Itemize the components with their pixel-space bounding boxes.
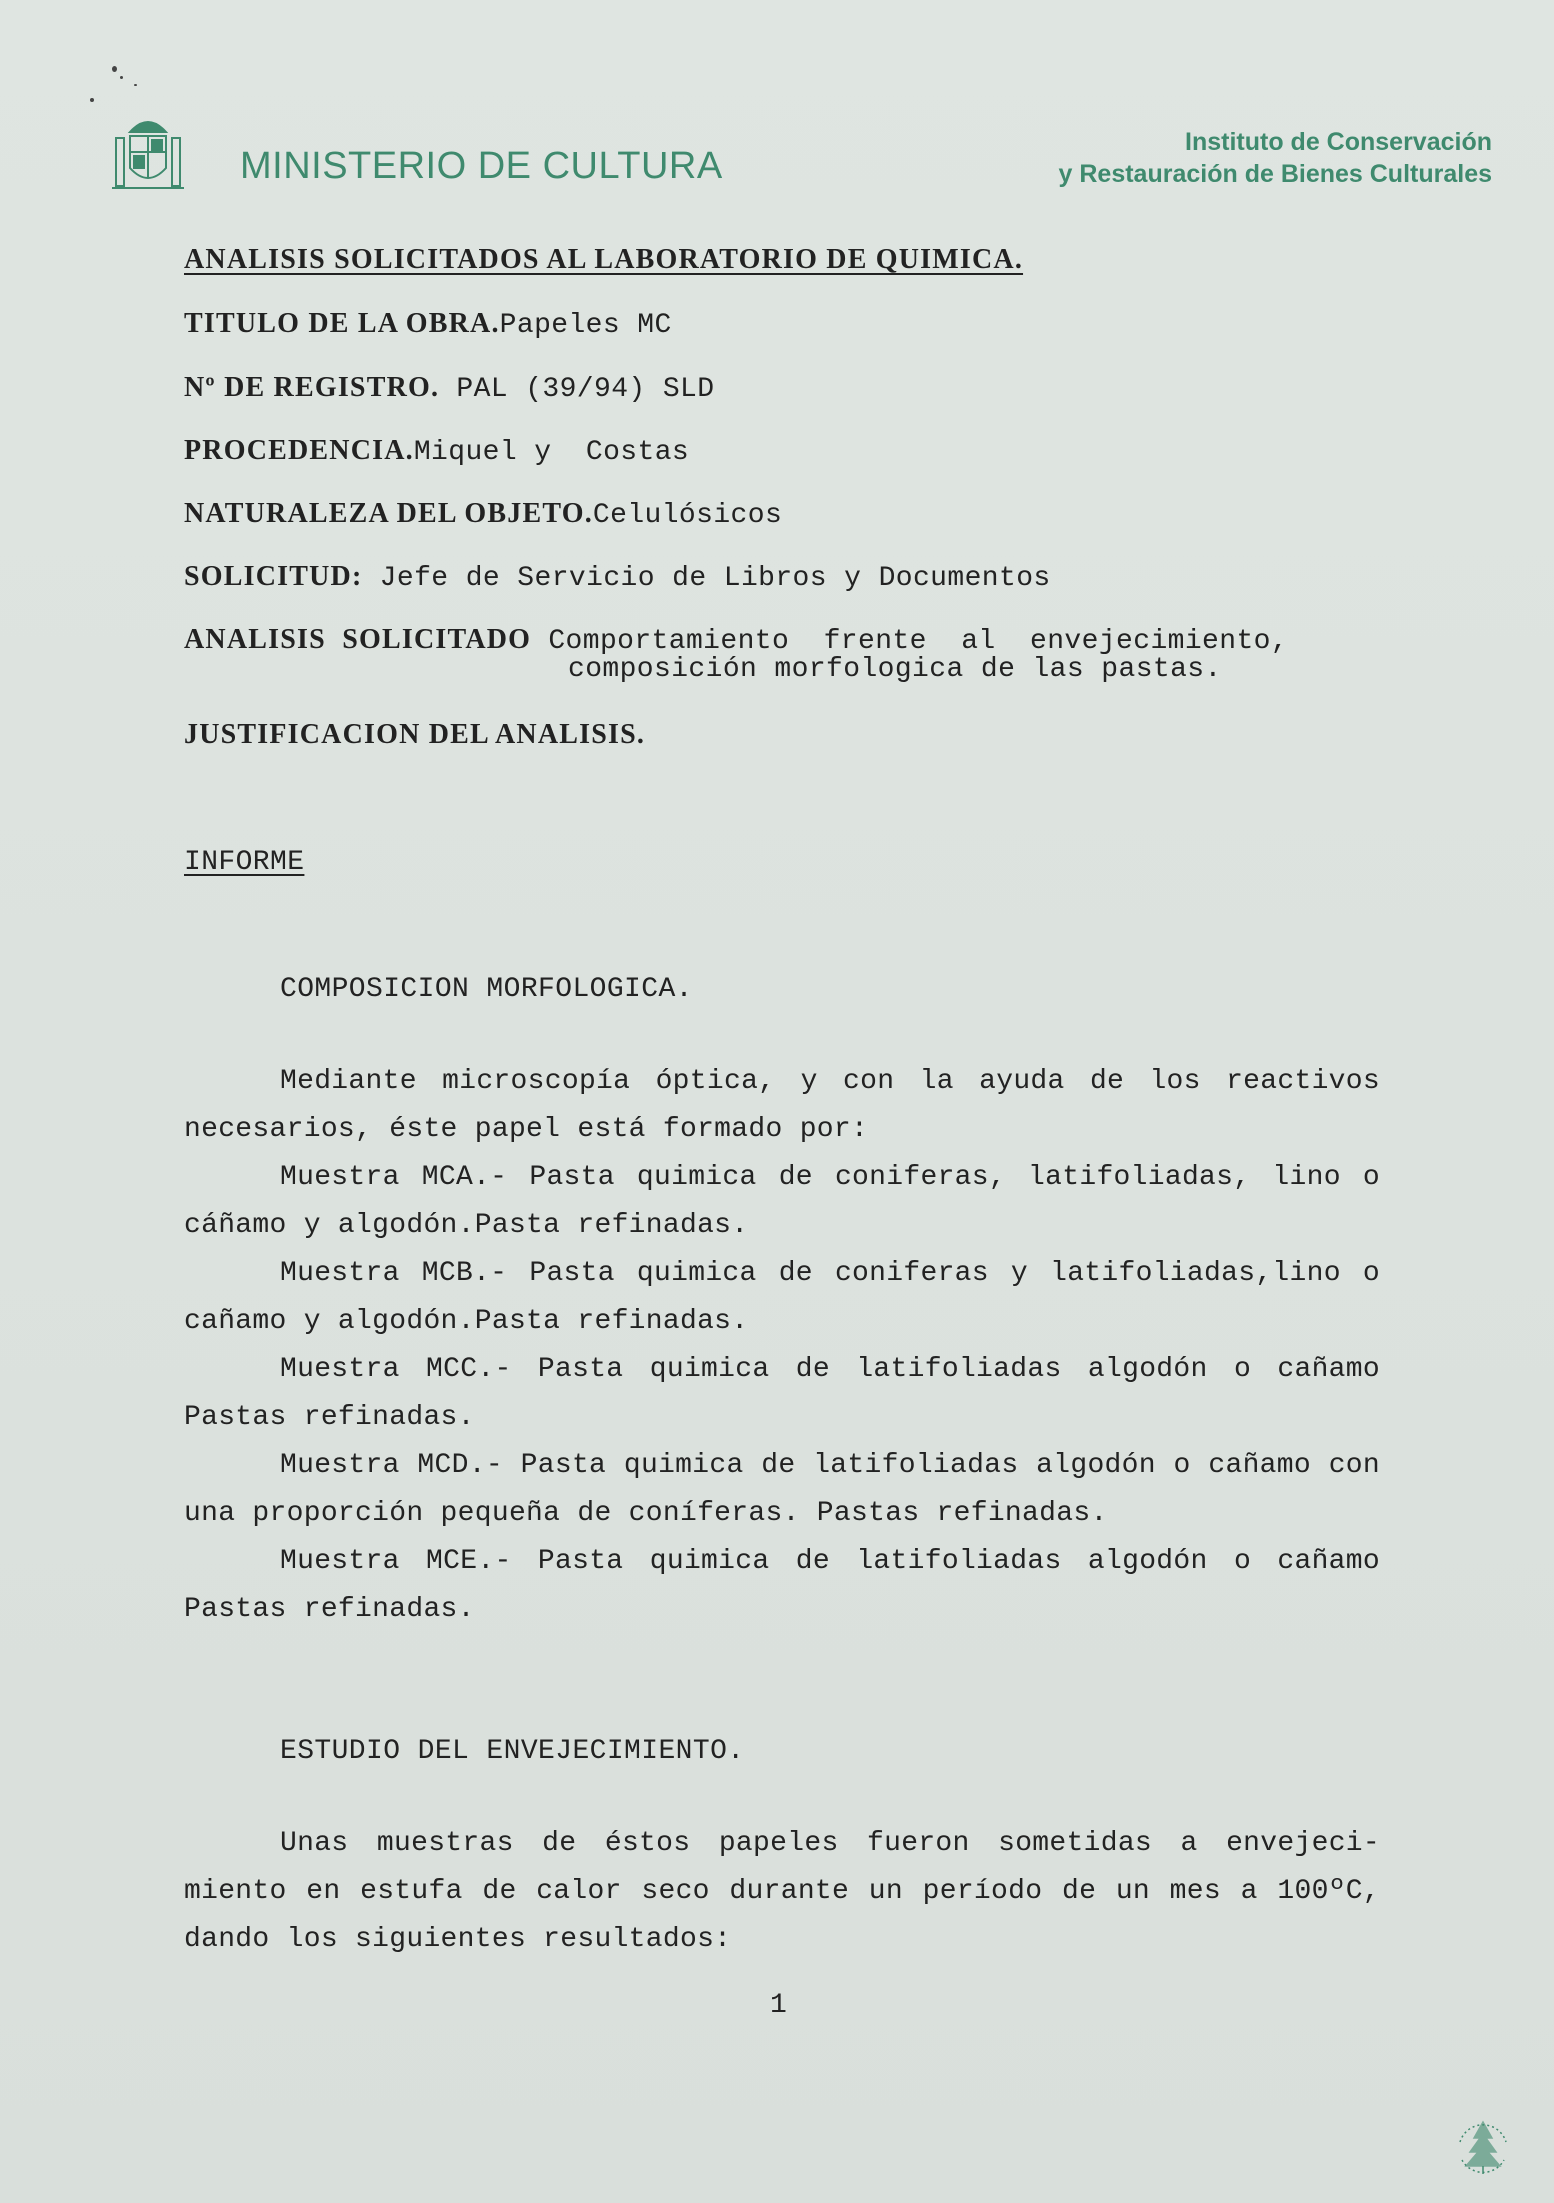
field-value: Miquel y Costas bbox=[413, 437, 690, 468]
field-label: ANALISIS SOLICITADO bbox=[184, 624, 532, 655]
field-value: Papeles MC bbox=[499, 310, 672, 341]
field-label: NATURALEZA DEL OBJETO. bbox=[184, 498, 593, 529]
tree-watermark-icon bbox=[1452, 2108, 1514, 2178]
field-label: PROCEDENCIA. bbox=[184, 435, 414, 466]
field-label: TITULO DE LA OBRA. bbox=[184, 308, 500, 339]
field-value: Comportamiento frente al envejecimiento, bbox=[531, 626, 1289, 657]
sample-item: Muestra MCC.- Pasta quimica de latifoliadas algodón o cañamo Pastas refinadas. bbox=[184, 1354, 1380, 1433]
field-value: Celulósicos bbox=[592, 500, 783, 531]
informe-heading: INFORME bbox=[184, 847, 305, 878]
field-value: Jefe de Servicio de Libros y Documentos bbox=[362, 563, 1051, 594]
section-composicion-body bbox=[184, 1058, 1380, 1634]
institute-line-1: Instituto de Conservación bbox=[1185, 128, 1492, 156]
sample-item: Muestra MCD.- Pasta quimica de latifoliadas algodón o cañamo con una proporción pequeña de coníferas. Pastas refinadas. bbox=[184, 1450, 1380, 1529]
sample-item: Muestra MCA.- Pasta quimica de coniferas, latifoliadas, lino o cáñamo y algodón.Pasta refinadas. bbox=[184, 1162, 1380, 1241]
field-naturaleza bbox=[184, 498, 782, 531]
institute-name bbox=[1059, 126, 1492, 190]
sample-item: Muestra MCE.- Pasta quimica de latifoliadas algodón o cañamo Pastas refinadas. bbox=[184, 1546, 1380, 1625]
field-titulo bbox=[184, 308, 672, 341]
section-envejecimiento-body bbox=[184, 1820, 1380, 1964]
institute-line-2: y Restauración de Bienes Culturales bbox=[1058, 160, 1492, 188]
paragraph: Mediante microscopía óptica, y con la ayuda de los reactivos necesarios, éste papel está formado por: bbox=[184, 1066, 1380, 1145]
section-heading-composicion: COMPOSICION MORFOLOGICA. bbox=[280, 974, 693, 1005]
field-label: Nº DE REGISTRO. bbox=[184, 372, 440, 403]
page-number: 1 bbox=[770, 1990, 787, 2021]
field-registro bbox=[184, 372, 714, 405]
field-procedencia bbox=[184, 435, 689, 468]
field-value: PAL (39/94) SLD bbox=[439, 374, 715, 405]
field-solicitud bbox=[184, 561, 1051, 594]
field-analisis bbox=[184, 624, 1288, 657]
spanish-crest-icon bbox=[108, 108, 188, 198]
sample-item: Muestra MCB.- Pasta quimica de coniferas y latifoliadas,lino o cañamo y algodón.Pasta refinadas. bbox=[184, 1258, 1380, 1337]
field-analisis-continued: composición morfologica de las pastas. bbox=[568, 654, 1222, 685]
document-title: ANALISIS SOLICITADOS AL LABORATORIO DE QUIMICA. bbox=[184, 244, 1024, 275]
field-label: SOLICITUD: bbox=[184, 561, 363, 592]
field-justificacion: JUSTIFICACION DEL ANALISIS. bbox=[184, 719, 646, 750]
paragraph: Unas muestras de éstos papeles fueron sometidas a envejeci-miento en estufa de calor seco durante un período de un mes a 100ºC, dando los siguientes resultados: bbox=[184, 1828, 1380, 1955]
ministry-name: MINISTERIO DE CULTURA bbox=[240, 145, 723, 187]
section-heading-envejecimiento: ESTUDIO DEL ENVEJECIMIENTO. bbox=[280, 1736, 745, 1767]
